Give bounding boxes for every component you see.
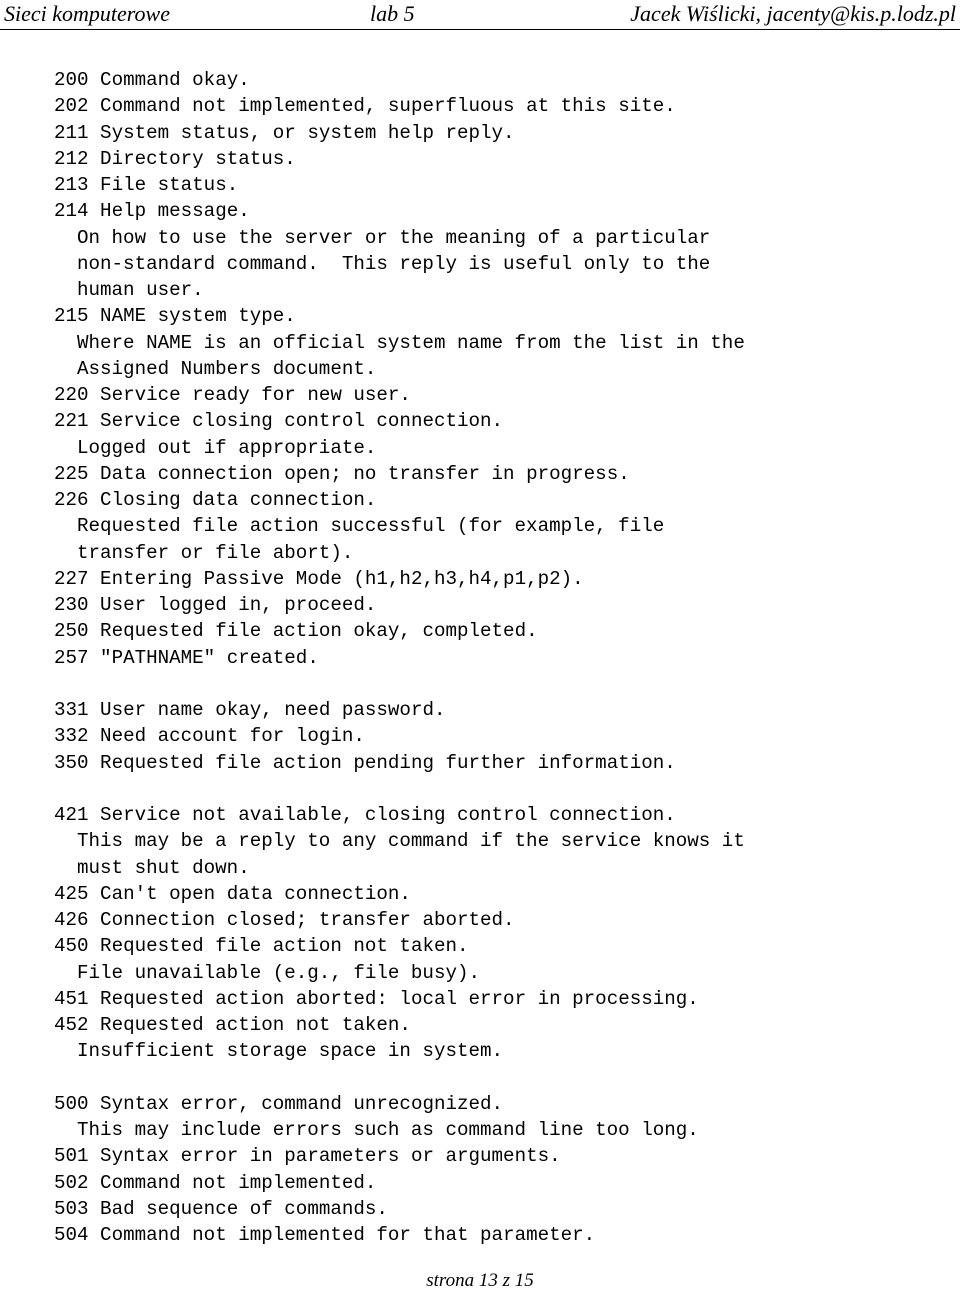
reply-code-line: 200 Command okay. — [54, 69, 250, 91]
reply-code-line: 450 Requested file action not taken. — [54, 935, 469, 958]
reply-code-line: 225 Data connection open; no transfer in progress. — [54, 462, 630, 485]
reply-code-line: 451 Requested action aborted: local error in processing. — [54, 987, 699, 1010]
reply-description-line: File unavailable (e.g., file busy). — [77, 961, 481, 984]
reply-code-line: 215 NAME system type. — [54, 305, 296, 328]
page-footer — [0, 1270, 960, 1292]
reply-code-line: 350 Requested file action pending further information. — [54, 751, 676, 774]
reply-code-line: 220 Service ready for new user. — [54, 384, 411, 406]
reply-code-line: 421 Service not available, closing control connection. — [54, 804, 676, 826]
reply-description-line: Where NAME is an official system name from the list in the — [77, 331, 745, 354]
header-divider — [0, 29, 960, 30]
reply-code-line: 452 Requested action not taken. — [54, 1014, 411, 1036]
lab-number: lab 5 — [370, 1, 415, 26]
blank-line — [54, 1065, 934, 1091]
reply-description-line: human user. — [77, 279, 204, 301]
reply-description-line: transfer or file abort). — [77, 541, 354, 564]
reply-code-line: 502 Command not implemented. — [54, 1171, 377, 1194]
reply-code-line: 211 System status, or system help reply. — [54, 121, 515, 144]
reply-code-line: 221 Service closing control connection. — [54, 410, 504, 433]
reply-code-line: 425 Can't open data connection. — [54, 882, 411, 905]
blank-line — [54, 671, 934, 697]
reply-code-line: 501 Syntax error in parameters or arguments. — [54, 1145, 561, 1168]
reply-code-line: 332 Need account for login. — [54, 725, 365, 748]
reply-description-line: Insufficient storage space in system. — [77, 1040, 504, 1063]
reply-description-line: Logged out if appropriate. — [77, 436, 377, 459]
reply-code-line: 212 Directory status. — [54, 147, 296, 170]
reply-code-line: 227 Entering Passive Mode (h1,h2,h3,h4,p1,p2). — [54, 567, 584, 590]
reply-code-line: 226 Closing data connection. — [54, 489, 377, 511]
page-number: strona 13 z 15 — [426, 1270, 534, 1291]
reply-code-line: 426 Connection closed; transfer aborted. — [54, 909, 515, 931]
reply-description-line: This may include errors such as command line too long. — [77, 1119, 699, 1141]
reply-description-line: Assigned Numbers document. — [77, 357, 377, 380]
reply-description-line: Requested file action successful (for example, file — [77, 515, 665, 538]
reply-code-line: 331 User name okay, need password. — [54, 699, 446, 721]
reply-code-line: 504 Command not implemented for that parameter. — [54, 1224, 596, 1246]
reply-description-line: must shut down. — [77, 856, 250, 879]
reply-code-line: 230 User logged in, proceed. — [54, 594, 377, 616]
reply-code-line: 257 "PATHNAME" created. — [54, 646, 319, 669]
reply-code-line: 250 Requested file action okay, completed. — [54, 620, 538, 643]
reply-description-line: On how to use the server or the meaning of a particular — [77, 226, 711, 249]
reply-description-line: non-standard command. This reply is useful only to the — [77, 252, 711, 275]
course-title: Sieci komputerowe — [4, 1, 170, 26]
author-contact: Jacek Wiślicki, jacenty@kis.p.lodz.pl — [630, 1, 956, 26]
ftp-reply-codes-list — [54, 67, 934, 1248]
reply-code-line: 500 Syntax error, command unrecognized. — [54, 1092, 504, 1115]
blank-line — [54, 776, 934, 802]
reply-code-line: 214 Help message. — [54, 200, 250, 223]
reply-code-line: 213 File status. — [54, 174, 239, 196]
reply-code-line: 503 Bad sequence of commands. — [54, 1197, 388, 1220]
page-header — [0, 0, 960, 28]
reply-description-line: This may be a reply to any command if the service knows it — [77, 830, 745, 853]
reply-code-line: 202 Command not implemented, superfluous at this site. — [54, 95, 676, 118]
